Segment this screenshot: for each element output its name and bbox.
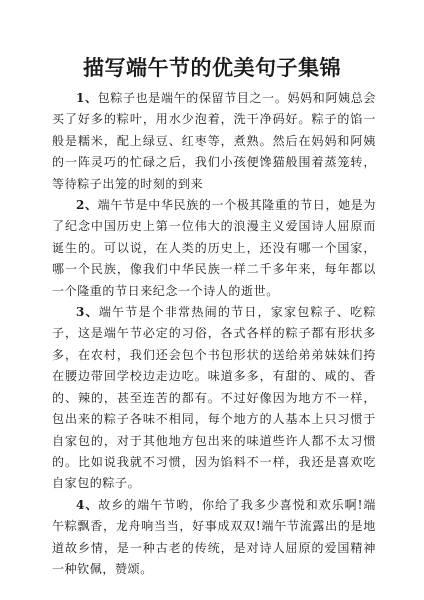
paragraph-text: 端午节是个非常热闹的节日，家家包粽子、吃粽子，这是端午节必定的习俗，各式各样的粽子都有形状多多，在农村，我们还会包个书包形状的送给弟弟妹妹们挎在腰边带回学校边走边吃。味道多多，有甜的、咸的、香的、辣的，甚至连苦的都有。不过好像因为地方不一样，包出来的粽子各味不相同，每个地方的人基本上只习惯于自家包的，对于其他地方包出来的味道些许人都不太习惯的。比如说我就不习惯，因为馅料不一样，我还是喜欢吃自家包的粽子。: [52, 305, 376, 491]
document-body: [52, 88, 376, 580]
paragraph-number: 2、: [76, 198, 98, 213]
paragraph-number: 1、: [76, 91, 98, 105]
paragraph-4: [52, 495, 376, 581]
paragraph-text: 包粽子也是端午的保留节目之一。妈妈和阿姨总会买了好多的粽叶，用水少泡着，洗干净码好。粽子的馅一般是糯米，配上绿豆、红枣等，煮熟。然后在妈妈和阿姨的一阵灵巧的忙碌之后，我们小孩便馋猫般围着蒸笼转，等待粽子出笼的时刻的到来: [52, 91, 377, 191]
paragraph-number: 4、: [76, 497, 99, 512]
paragraph-text: 端午节是中华民族的一个极其隆重的节日，她是为了纪念中国历史上第一位伟大的浪漫主义爱国诗人屈原而诞生的。可以说，在人类的历史上，还没有哪一个国家，哪一个民族，像我们中华民族一样二千多年来，每年都以一个隆重的节日来纪念一个诗人的逝世。: [52, 198, 377, 298]
paragraph-number: 3、: [76, 305, 99, 320]
paragraph-2: [52, 195, 376, 302]
paragraph-3: [52, 302, 376, 495]
paragraph-text: 故乡的端午节哟，你给了我多少喜悦和欢乐啊!端午粽飘香，龙舟响当当，好事成双双!端午节流露出的是地道故乡情，是一种古老的传统，是对诗人屈原的爱国精神一种钦佩，赞颂。: [52, 497, 376, 576]
document-title: 描写端午节的优美句子集锦: [83, 55, 341, 80]
paragraph-1: [52, 88, 376, 195]
